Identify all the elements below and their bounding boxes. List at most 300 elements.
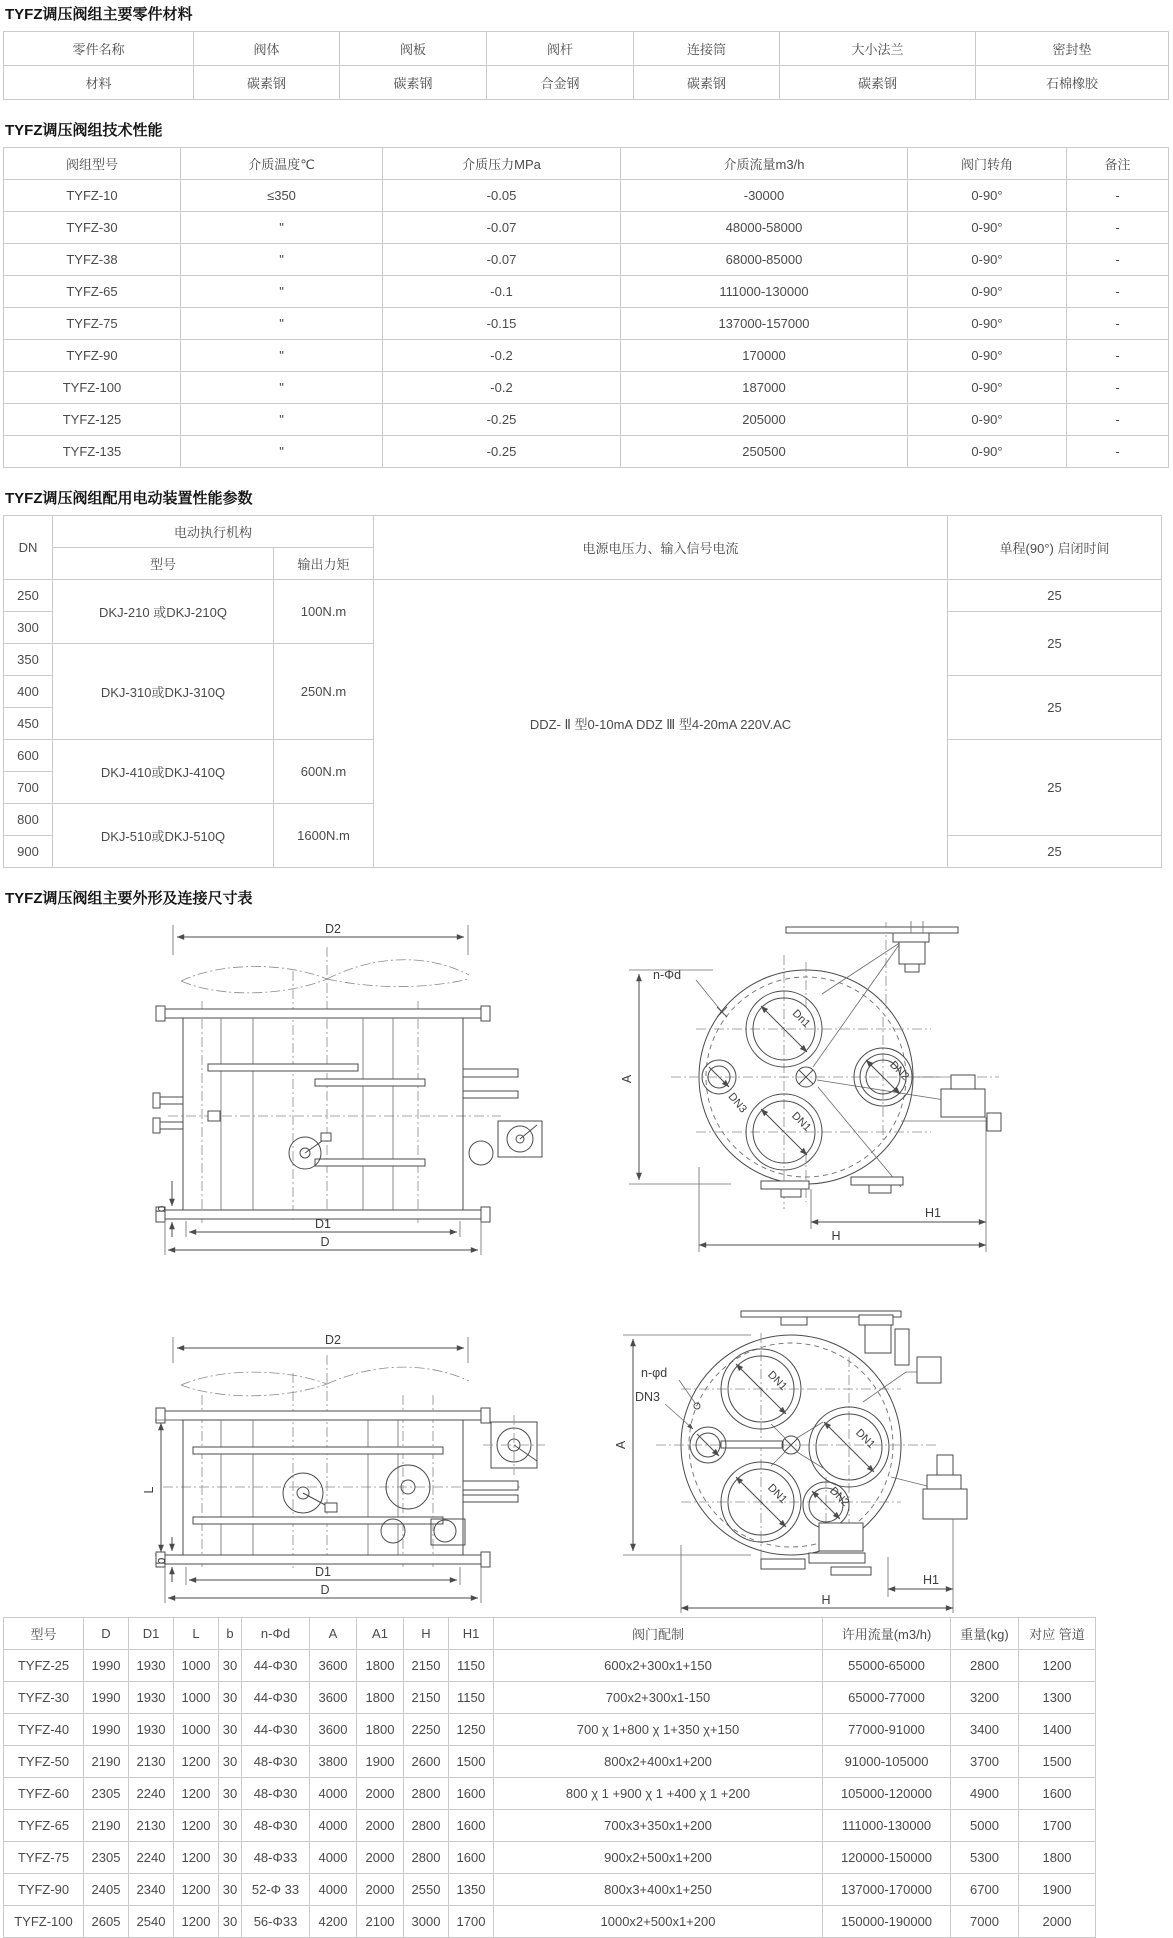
table-cell: 3200 bbox=[951, 1682, 1019, 1714]
table-cell: 碳素钢 bbox=[194, 66, 340, 100]
table-cell: " bbox=[181, 276, 383, 308]
table-cell: 2240 bbox=[129, 1842, 174, 1874]
model-cell: TYFZ-38 bbox=[4, 244, 181, 276]
table-row bbox=[4, 1746, 1096, 1778]
table-cell: 3600 bbox=[310, 1682, 357, 1714]
table-cell: 连接筒 bbox=[634, 32, 780, 66]
performance-table bbox=[3, 147, 1169, 468]
table-cell: 1800 bbox=[357, 1682, 404, 1714]
materials-table bbox=[3, 31, 1169, 100]
table-cell: 30 bbox=[219, 1650, 242, 1682]
model-cell: TYFZ-75 bbox=[4, 308, 181, 340]
dimensions-table-head bbox=[4, 1618, 1096, 1650]
table-row bbox=[4, 1810, 1096, 1842]
table-cell: 48-Φ30 bbox=[242, 1746, 310, 1778]
actuator-model-cell: DKJ-310或DKJ-310Q bbox=[53, 644, 274, 740]
table-cell: - bbox=[1067, 308, 1169, 340]
table-cell: 0-90° bbox=[908, 436, 1067, 468]
port-label-dn3: DN3 bbox=[725, 1090, 749, 1116]
model-cell: TYFZ-10 bbox=[4, 180, 181, 212]
table-cell: 2800 bbox=[951, 1650, 1019, 1682]
table-row bbox=[4, 1682, 1096, 1714]
table-cell: 48-Φ30 bbox=[242, 1778, 310, 1810]
table-cell: 800x2+400x1+200 bbox=[494, 1746, 823, 1778]
column-header: 许用流量(m3/h) bbox=[823, 1618, 951, 1650]
table-cell: -0.15 bbox=[383, 308, 621, 340]
table-cell: -0.07 bbox=[383, 212, 621, 244]
table-cell: 1000 bbox=[174, 1682, 219, 1714]
table-cell: 0-90° bbox=[908, 340, 1067, 372]
table-cell: 65000-77000 bbox=[823, 1682, 951, 1714]
table-cell: 1250 bbox=[449, 1714, 494, 1746]
row-header: 零件名称 bbox=[4, 32, 194, 66]
table-cell: 1150 bbox=[449, 1682, 494, 1714]
technical-drawings bbox=[3, 915, 1168, 1615]
table-cell: 250500 bbox=[621, 436, 908, 468]
column-header: 型号 bbox=[4, 1618, 84, 1650]
table-row bbox=[4, 1778, 1096, 1810]
stroke-time-cell: 25 bbox=[948, 612, 1162, 676]
table-cell: 1350 bbox=[449, 1874, 494, 1906]
table-cell: 0-90° bbox=[908, 212, 1067, 244]
table-cell: - bbox=[1067, 436, 1169, 468]
table-cell: 30 bbox=[219, 1874, 242, 1906]
column-header-time: 单程(90°) 启闭时间 bbox=[948, 516, 1162, 580]
table-cell: 1600 bbox=[449, 1810, 494, 1842]
model-cell: TYFZ-75 bbox=[4, 1842, 84, 1874]
table-cell: 1930 bbox=[129, 1682, 174, 1714]
column-header-actuator: 电动执行机构 bbox=[53, 516, 374, 548]
table-cell: 2405 bbox=[84, 1874, 129, 1906]
table-cell: ≤350 bbox=[181, 180, 383, 212]
section-title-electric: TYFZ调压阀组配用电动装置性能参数 bbox=[5, 490, 253, 507]
table-cell: 56-Φ33 bbox=[242, 1906, 310, 1938]
performance-table-head bbox=[4, 148, 1169, 180]
model-cell: TYFZ-60 bbox=[4, 1778, 84, 1810]
electric-actuator-table bbox=[3, 515, 1162, 868]
table-cell: 3800 bbox=[310, 1746, 357, 1778]
front-view-bottom-drawing bbox=[483, 1311, 967, 1613]
column-header: 重量(kg) bbox=[951, 1618, 1019, 1650]
port-label-dn1: DN1 bbox=[765, 1481, 790, 1506]
table-cell: 2130 bbox=[129, 1746, 174, 1778]
table-cell: 4000 bbox=[310, 1842, 357, 1874]
table-cell: " bbox=[181, 404, 383, 436]
table-cell: 1800 bbox=[1019, 1842, 1096, 1874]
table-cell: 碳素钢 bbox=[780, 66, 976, 100]
model-cell: TYFZ-100 bbox=[4, 1906, 84, 1938]
table-row bbox=[4, 212, 1169, 244]
table-cell: 1400 bbox=[1019, 1714, 1096, 1746]
table-cell: 6700 bbox=[951, 1874, 1019, 1906]
table-cell: - bbox=[1067, 180, 1169, 212]
table-cell: 2150 bbox=[404, 1650, 449, 1682]
table-cell: 2550 bbox=[404, 1874, 449, 1906]
model-cell: TYFZ-30 bbox=[4, 212, 181, 244]
table-cell: 30 bbox=[219, 1810, 242, 1842]
column-header: H bbox=[404, 1618, 449, 1650]
electric-table-body bbox=[4, 580, 1162, 868]
table-cell: 0-90° bbox=[908, 276, 1067, 308]
table-cell: 30 bbox=[219, 1778, 242, 1810]
table-cell: -0.07 bbox=[383, 244, 621, 276]
table-cell: 0-90° bbox=[908, 308, 1067, 340]
table-cell: " bbox=[181, 340, 383, 372]
performance-table-body bbox=[4, 180, 1169, 468]
table-cell: 1930 bbox=[129, 1650, 174, 1682]
torque-cell: 250N.m bbox=[274, 644, 374, 740]
table-cell: " bbox=[181, 244, 383, 276]
stroke-time-cell: 25 bbox=[948, 740, 1162, 836]
table-cell: 150000-190000 bbox=[823, 1906, 951, 1938]
table-cell: 2340 bbox=[129, 1874, 174, 1906]
model-cell: TYFZ-40 bbox=[4, 1714, 84, 1746]
dim-label-d1: D1 bbox=[315, 1565, 331, 1579]
table-cell: 111000-130000 bbox=[621, 276, 908, 308]
table-cell: 大小法兰 bbox=[780, 32, 976, 66]
table-cell: 1200 bbox=[174, 1778, 219, 1810]
port-label-dn1: Dn1 bbox=[789, 1007, 813, 1031]
table-cell: 137000-170000 bbox=[823, 1874, 951, 1906]
table-cell: 44-Φ30 bbox=[242, 1714, 310, 1746]
table-cell: 3600 bbox=[310, 1650, 357, 1682]
table-cell: 3600 bbox=[310, 1714, 357, 1746]
model-cell: TYFZ-135 bbox=[4, 436, 181, 468]
table-cell: 4200 bbox=[310, 1906, 357, 1938]
dn-cell: 350 bbox=[4, 644, 53, 676]
table-cell: 91000-105000 bbox=[823, 1746, 951, 1778]
section-title-performance: TYFZ调压阀组技术性能 bbox=[5, 122, 163, 139]
table-row bbox=[4, 1842, 1096, 1874]
table-cell: 1990 bbox=[84, 1650, 129, 1682]
materials-table-body bbox=[4, 32, 1169, 100]
table-cell: 5300 bbox=[951, 1842, 1019, 1874]
bolt-label: n-φd bbox=[641, 1366, 668, 1380]
table-row bbox=[4, 308, 1169, 340]
column-header: A1 bbox=[357, 1618, 404, 1650]
table-cell: 4000 bbox=[310, 1874, 357, 1906]
table-cell: - bbox=[1067, 404, 1169, 436]
table-cell: 4000 bbox=[310, 1810, 357, 1842]
model-cell: TYFZ-30 bbox=[4, 1682, 84, 1714]
table-row bbox=[4, 372, 1169, 404]
table-cell: " bbox=[181, 308, 383, 340]
table-cell: 700x3+350x1+200 bbox=[494, 1810, 823, 1842]
table-cell: 1000x2+500x1+200 bbox=[494, 1906, 823, 1938]
table-cell: 1930 bbox=[129, 1714, 174, 1746]
bolt-label: n-Φd bbox=[653, 968, 682, 982]
column-header: 介质压力MPa bbox=[383, 148, 621, 180]
table-cell: -0.1 bbox=[383, 276, 621, 308]
table-cell: 700 χ 1+800 χ 1+350 χ+150 bbox=[494, 1714, 823, 1746]
dim-label-h: H bbox=[831, 1229, 841, 1243]
dim-label-h: H bbox=[821, 1593, 831, 1607]
table-cell: - bbox=[1067, 244, 1169, 276]
table-cell: 阀杆 bbox=[487, 32, 634, 66]
side-view-bottom-drawing bbox=[142, 1333, 521, 1603]
column-header: 阀门配制 bbox=[494, 1618, 823, 1650]
port-label-dn1: DN1 bbox=[765, 1368, 790, 1393]
model-cell: TYFZ-65 bbox=[4, 1810, 84, 1842]
table-cell: 2130 bbox=[129, 1810, 174, 1842]
column-header-torque: 输出力矩 bbox=[274, 548, 374, 580]
dn-cell: 300 bbox=[4, 612, 53, 644]
table-row bbox=[4, 404, 1169, 436]
table-cell: 1200 bbox=[174, 1810, 219, 1842]
table-cell: 137000-157000 bbox=[621, 308, 908, 340]
table-cell: 30 bbox=[219, 1842, 242, 1874]
table-cell: 2540 bbox=[129, 1906, 174, 1938]
table-cell: 700x2+300x1-150 bbox=[494, 1682, 823, 1714]
column-header: D1 bbox=[129, 1618, 174, 1650]
dim-label-d1: D1 bbox=[315, 1217, 331, 1231]
column-header: D bbox=[84, 1618, 129, 1650]
table-cell: 2000 bbox=[357, 1810, 404, 1842]
table-row bbox=[4, 436, 1169, 468]
dn-cell: 450 bbox=[4, 708, 53, 740]
table-cell: 1500 bbox=[1019, 1746, 1096, 1778]
table-cell: 4000 bbox=[310, 1778, 357, 1810]
table-cell: 30 bbox=[219, 1714, 242, 1746]
dim-label-d: D bbox=[320, 1235, 330, 1249]
dn-cell: 250 bbox=[4, 580, 53, 612]
table-cell: 48-Φ30 bbox=[242, 1810, 310, 1842]
table-cell: -30000 bbox=[621, 180, 908, 212]
table-row bbox=[4, 1906, 1096, 1938]
table-cell: 1200 bbox=[174, 1874, 219, 1906]
table-cell: 2305 bbox=[84, 1842, 129, 1874]
table-row bbox=[4, 180, 1169, 212]
table-cell: 52-Φ 33 bbox=[242, 1874, 310, 1906]
dim-label-d2: D2 bbox=[325, 1333, 341, 1347]
table-cell: 2150 bbox=[404, 1682, 449, 1714]
model-cell: TYFZ-90 bbox=[4, 340, 181, 372]
table-cell: 2800 bbox=[404, 1810, 449, 1842]
torque-cell: 600N.m bbox=[274, 740, 374, 804]
table-cell: -0.25 bbox=[383, 436, 621, 468]
dim-label-h1: H1 bbox=[925, 1206, 941, 1220]
model-cell: TYFZ-50 bbox=[4, 1746, 84, 1778]
table-cell: 600x2+300x1+150 bbox=[494, 1650, 823, 1682]
table-cell: 阀板 bbox=[340, 32, 487, 66]
table-cell: 1000 bbox=[174, 1714, 219, 1746]
port-label-dn1: DN1 bbox=[853, 1426, 878, 1451]
model-cell: TYFZ-90 bbox=[4, 1874, 84, 1906]
table-cell: 0-90° bbox=[908, 180, 1067, 212]
table-cell: 1200 bbox=[174, 1906, 219, 1938]
table-cell: 1800 bbox=[357, 1650, 404, 1682]
table-cell: 48000-58000 bbox=[621, 212, 908, 244]
table-cell: 阀体 bbox=[194, 32, 340, 66]
dn-cell: 900 bbox=[4, 836, 53, 868]
side-view-top-drawing bbox=[153, 922, 542, 1255]
table-cell: 0-90° bbox=[908, 372, 1067, 404]
table-cell: 2000 bbox=[1019, 1906, 1096, 1938]
actuator-model-cell: DKJ-410或DKJ-410Q bbox=[53, 740, 274, 804]
model-cell: TYFZ-125 bbox=[4, 404, 181, 436]
dim-label-b: b bbox=[154, 1205, 168, 1213]
table-row bbox=[4, 1618, 1096, 1650]
row-header: 材料 bbox=[4, 66, 194, 100]
column-header-power: 电源电压力、输入信号电流 bbox=[374, 516, 948, 580]
dn-cell: 700 bbox=[4, 772, 53, 804]
table-cell: 111000-130000 bbox=[823, 1810, 951, 1842]
dim-label-h1: H1 bbox=[923, 1573, 939, 1587]
model-cell: TYFZ-25 bbox=[4, 1650, 84, 1682]
table-cell: 1500 bbox=[449, 1746, 494, 1778]
table-cell: 0-90° bbox=[908, 404, 1067, 436]
column-header-dn: DN bbox=[4, 516, 53, 580]
table-cell: 1990 bbox=[84, 1682, 129, 1714]
table-cell: 55000-65000 bbox=[823, 1650, 951, 1682]
table-cell: - bbox=[1067, 276, 1169, 308]
table-cell: 1700 bbox=[1019, 1810, 1096, 1842]
table-cell: 120000-150000 bbox=[823, 1842, 951, 1874]
port-label-dn2: DN2 bbox=[827, 1484, 852, 1509]
dim-label-d2: D2 bbox=[325, 922, 341, 936]
table-cell: 石棉橡胶 bbox=[976, 66, 1169, 100]
stroke-time-cell: 25 bbox=[948, 676, 1162, 740]
table-cell: 900x2+500x1+200 bbox=[494, 1842, 823, 1874]
table-cell: 1200 bbox=[1019, 1650, 1096, 1682]
table-cell: 1000 bbox=[174, 1650, 219, 1682]
table-cell: 1600 bbox=[1019, 1778, 1096, 1810]
table-cell: 105000-120000 bbox=[823, 1778, 951, 1810]
actuator-model-cell: DKJ-510或DKJ-510Q bbox=[53, 804, 274, 868]
table-cell: 2190 bbox=[84, 1810, 129, 1842]
table-cell: 3400 bbox=[951, 1714, 1019, 1746]
table-row bbox=[4, 148, 1169, 180]
dim-label-l: L bbox=[142, 1486, 156, 1494]
table-cell: 2000 bbox=[357, 1874, 404, 1906]
table-cell: 44-Φ30 bbox=[242, 1650, 310, 1682]
table-cell: 碳素钢 bbox=[340, 66, 487, 100]
table-row bbox=[4, 1714, 1096, 1746]
dimensions-table-body bbox=[4, 1650, 1096, 1938]
table-cell: 800 χ 1 +900 χ 1 +400 χ 1 +200 bbox=[494, 1778, 823, 1810]
table-cell: 2000 bbox=[357, 1778, 404, 1810]
table-cell: 1150 bbox=[449, 1650, 494, 1682]
table-cell: 68000-85000 bbox=[621, 244, 908, 276]
table-cell: 1200 bbox=[174, 1746, 219, 1778]
table-row bbox=[4, 32, 1169, 66]
dn-cell: 800 bbox=[4, 804, 53, 836]
column-header: 介质温度℃ bbox=[181, 148, 383, 180]
column-header: L bbox=[174, 1618, 219, 1650]
column-header: 介质流量m3/h bbox=[621, 148, 908, 180]
dim-label-b: b bbox=[154, 1557, 168, 1565]
table-row bbox=[4, 1874, 1096, 1906]
torque-cell: 100N.m bbox=[274, 580, 374, 644]
table-cell: 170000 bbox=[621, 340, 908, 372]
section-title-drawings: TYFZ调压阀组主要外形及连接尺寸表 bbox=[5, 890, 253, 907]
column-header: 备注 bbox=[1067, 148, 1169, 180]
table-cell: 1900 bbox=[1019, 1874, 1096, 1906]
table-cell: 2605 bbox=[84, 1906, 129, 1938]
electric-table-head bbox=[4, 516, 1162, 580]
table-row bbox=[4, 1650, 1096, 1682]
table-cell: 187000 bbox=[621, 372, 908, 404]
dn-cell: 400 bbox=[4, 676, 53, 708]
table-cell: 3000 bbox=[404, 1906, 449, 1938]
column-header: A bbox=[310, 1618, 357, 1650]
port-label-dn2: DN2 bbox=[887, 1058, 912, 1083]
table-cell: 30 bbox=[219, 1682, 242, 1714]
table-cell: 4900 bbox=[951, 1778, 1019, 1810]
model-cell: TYFZ-65 bbox=[4, 276, 181, 308]
table-cell: 1200 bbox=[174, 1842, 219, 1874]
torque-cell: 1600N.m bbox=[274, 804, 374, 868]
table-cell: 77000-91000 bbox=[823, 1714, 951, 1746]
column-header: 阀门转角 bbox=[908, 148, 1067, 180]
dim-label-d: D bbox=[320, 1583, 330, 1597]
table-cell: 2000 bbox=[357, 1842, 404, 1874]
table-row bbox=[4, 276, 1169, 308]
port-label-dn1: DN1 bbox=[789, 1109, 814, 1134]
table-cell: " bbox=[181, 372, 383, 404]
column-header: 阀组型号 bbox=[4, 148, 181, 180]
table-cell: 2800 bbox=[404, 1778, 449, 1810]
port-label-dn3: DN3 bbox=[635, 1390, 661, 1404]
table-cell: 44-Φ30 bbox=[242, 1682, 310, 1714]
table-cell: 7000 bbox=[951, 1906, 1019, 1938]
column-header-model: 型号 bbox=[53, 548, 274, 580]
table-cell: 2600 bbox=[404, 1746, 449, 1778]
actuator-model-cell: DKJ-210 或DKJ-210Q bbox=[53, 580, 274, 644]
table-cell: 2240 bbox=[129, 1778, 174, 1810]
table-cell: 0-90° bbox=[908, 244, 1067, 276]
table-cell: - bbox=[1067, 212, 1169, 244]
table-row bbox=[4, 516, 1162, 548]
table-cell: -0.2 bbox=[383, 340, 621, 372]
dimensions-table bbox=[3, 1617, 1096, 1938]
table-cell: 2250 bbox=[404, 1714, 449, 1746]
table-cell: 30 bbox=[219, 1906, 242, 1938]
table-cell: 碳素钢 bbox=[634, 66, 780, 100]
table-cell: " bbox=[181, 212, 383, 244]
table-cell: 1800 bbox=[357, 1714, 404, 1746]
section-title-materials: TYFZ调压阀组主要零件材料 bbox=[5, 6, 193, 23]
table-cell: 5000 bbox=[951, 1810, 1019, 1842]
table-cell: 合金钢 bbox=[487, 66, 634, 100]
table-row bbox=[4, 340, 1169, 372]
table-row bbox=[4, 244, 1169, 276]
dn-cell: 600 bbox=[4, 740, 53, 772]
table-cell: 1600 bbox=[449, 1778, 494, 1810]
table-cell: 2800 bbox=[404, 1842, 449, 1874]
stroke-time-cell: 25 bbox=[948, 836, 1162, 868]
front-view-top-drawing bbox=[620, 921, 1001, 1252]
table-cell: 2100 bbox=[357, 1906, 404, 1938]
dim-label-a: A bbox=[614, 1440, 628, 1450]
table-row bbox=[4, 580, 1162, 612]
table-cell: 48-Φ33 bbox=[242, 1842, 310, 1874]
table-cell: 1700 bbox=[449, 1906, 494, 1938]
table-row bbox=[4, 66, 1169, 100]
model-cell: TYFZ-100 bbox=[4, 372, 181, 404]
table-cell: 30 bbox=[219, 1746, 242, 1778]
table-cell: - bbox=[1067, 340, 1169, 372]
table-cell: 1900 bbox=[357, 1746, 404, 1778]
column-header: 对应 管道 bbox=[1019, 1618, 1096, 1650]
column-header: b bbox=[219, 1618, 242, 1650]
column-header: n-Φd bbox=[242, 1618, 310, 1650]
column-header: H1 bbox=[449, 1618, 494, 1650]
dim-label-a: A bbox=[620, 1074, 634, 1084]
table-cell: " bbox=[181, 436, 383, 468]
table-cell: 2305 bbox=[84, 1778, 129, 1810]
table-cell: -0.2 bbox=[383, 372, 621, 404]
